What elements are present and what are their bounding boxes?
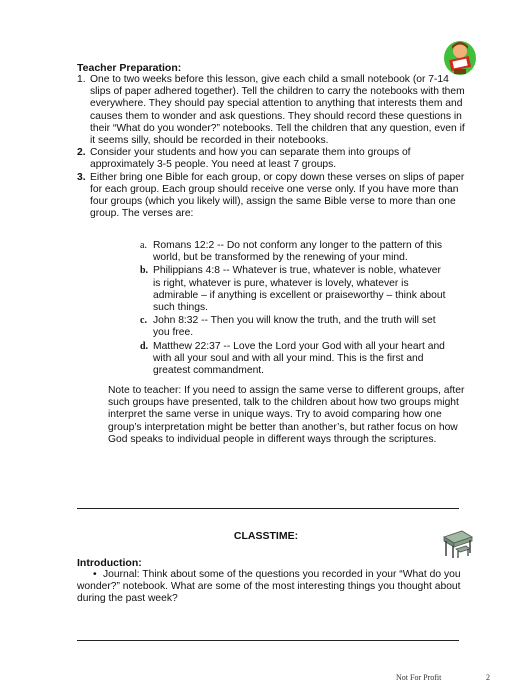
verse-text: Philippians 4:8 -- Whatever is true, whatever is noble, whatever is right, whatever is pure, whatever is lovely, whatever is admirable – if anything is excellent or praiseworthy – think about such things. (153, 265, 446, 314)
page-number: 2 (486, 673, 490, 682)
item-number: 1. (77, 74, 86, 85)
list-item (77, 172, 472, 221)
verse-item (140, 240, 450, 264)
item-number: 2. (77, 147, 86, 159)
verse-letter: c. (140, 315, 147, 327)
divider (77, 640, 459, 641)
preparation-list (77, 74, 472, 220)
teacher-preparation-heading: Teacher Preparation: (77, 62, 182, 74)
item-text: One to two weeks before this lesson, give each child a small notebook (or 7-14 slips of paper adhered together). Tell the children to carry the notebooks with them everywhere. They should pay special attention to anything that interests them and causes them to wonder and ask questions. They should record these questions in their “What do you wonder?” notebooks. Tell the children that any question, even if it seems silly, should be recorded in their notebooks. (90, 74, 465, 147)
verse-letter: d. (140, 340, 149, 352)
verse-item (140, 341, 450, 378)
journal-text: Journal: Think about some of the questions you recorded in your “What do you wonder?” notebook. What are some of the most interesting things you thought about during the past week? (77, 569, 461, 605)
verse-item (140, 315, 450, 339)
verse-text: Matthew 22:37 -- Love the Lord your God with all your heart and with all your soul and with all your mind. This is the first and greatest commandment. (153, 340, 445, 377)
school-desk-icon (440, 527, 474, 559)
introduction-heading: Introduction: (77, 557, 142, 569)
item-text: Either bring one Bible for each group, or copy down these verses on slips of paper for each group. Each group should receive one verse only. If you have more than four groups (which you likely will), assign the same Bible verse to more than one group. The verses are: (90, 171, 465, 220)
list-item (77, 74, 472, 147)
introduction-journal (77, 569, 472, 606)
verse-letter: a. (140, 240, 147, 251)
list-item (77, 147, 472, 171)
verse-item (140, 265, 450, 314)
teacher-note: Note to teacher: If you need to assign the same verse to different groups, after such groups have presented, talk to the children about how two groups might interpret the same verse in unique ways. Try to avoid comparing how one group’s interpretation might be better than another’s, but rather focus on how God speaks to individual people in different ways through the scriptures. (108, 385, 465, 445)
divider (77, 508, 459, 509)
verse-text: John 8:32 -- Then you will know the truth, and the truth will set you free. (153, 315, 436, 339)
item-text: Consider your students and how you can separate them into groups of approximately 3-5 people. You need at least 7 groups. (90, 147, 411, 171)
bullet-icon: • (93, 569, 97, 580)
classtime-heading: CLASSTIME: (233, 530, 299, 542)
item-number: 3. (77, 171, 86, 183)
verse-letter: b. (140, 265, 149, 277)
verse-text: Romans 12:2 -- Do not conform any longer to the pattern of this world, but be transformed by the renewing of your mind. (153, 240, 443, 264)
reading-child-icon (442, 38, 478, 78)
footer-text: Not For Profit (396, 673, 442, 682)
verse-list (140, 240, 450, 378)
